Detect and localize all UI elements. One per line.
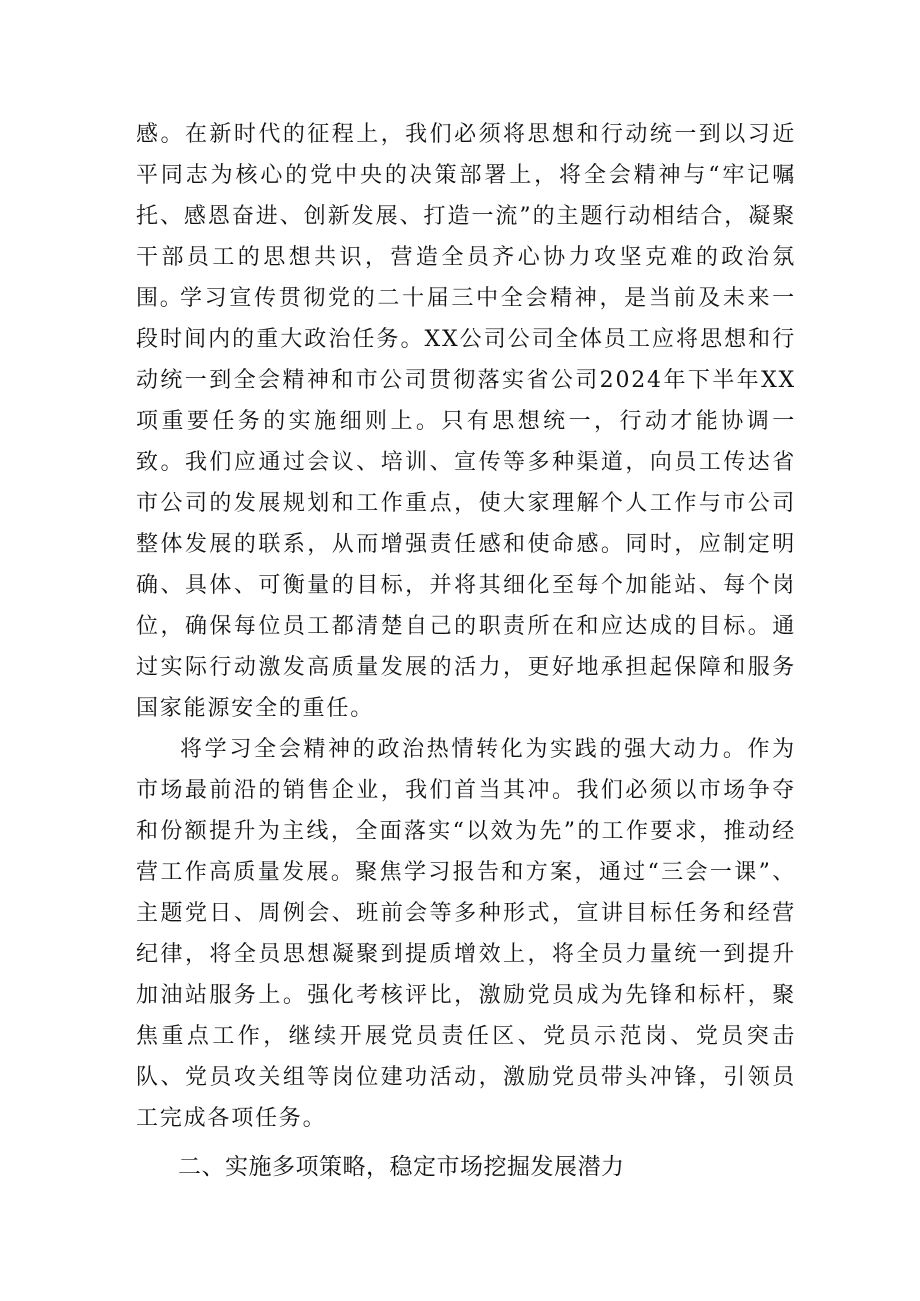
paragraph-practice-motivation: 将学习全会精神的政治热情转化为实践的强大动力。作为市场最前沿的销售企业，我们首当其冲。我们必须以市场争夺和份额提升为主线，全面落实“以效为先”的工作要求，推动经营工作高质量发展。聚焦学习报告和方案，通过“三会一课”、主题党日、周例会、班前会等多种形式，宣讲目标任务和经营纪律，将全员思想凝聚到提质增效上，将全员力量统一到提升加油站服务上。强化考核评比，激励党员成为先锋和标杆，聚焦重点工作，继续开展党员责任区、党员示范岗、党员突击队、党员攻关组等岗位建功活动，激励党员带头冲锋，引领员工完成各项任务。 bbox=[136, 737, 796, 1131]
paragraph-continuation: 感。在新时代的征程上，我们必须将思想和行动统一到以习近平同志为核心的党中央的决策部署上，将全会精神与“牢记嘱托、感恩奋进、创新发展、打造一流”的主题行动相结合，凝聚干部员工的思想共识，营造全员齐心协力攻坚克难的政治氛围。 bbox=[136, 122, 796, 311]
paragraph-study-tasks: 学习宣传贯彻党的二十届三中全会精神，是当前及未来一段时间内的重大政治任务。XX公司公司全体员工应将思想和行动统一到全会精神和市公司贯彻落实省公司2024年下半年XX项重要任务的实施细则上。只有思想统一，行动才能协调一致。我们应通过会议、培训、宣传等多种渠道，向员工传达省市公司的发展规划和工作重点，使大家理解个人工作与市公司整体发展的联系，从而增强责任感和使命感。同时，应制定明确、具体、可衡量的目标，并将其细化至每个加能站、每个岗位，确保每位员工都清楚自己的职责所在和应达成的目标。通过实际行动激发高质量发展的活力，更好地承担起保障和服务国家能源安全的重任。 bbox=[136, 286, 796, 721]
section-heading: 二、实施多项策略，稳定市场挖掘发展潜力 bbox=[178, 1154, 625, 1180]
